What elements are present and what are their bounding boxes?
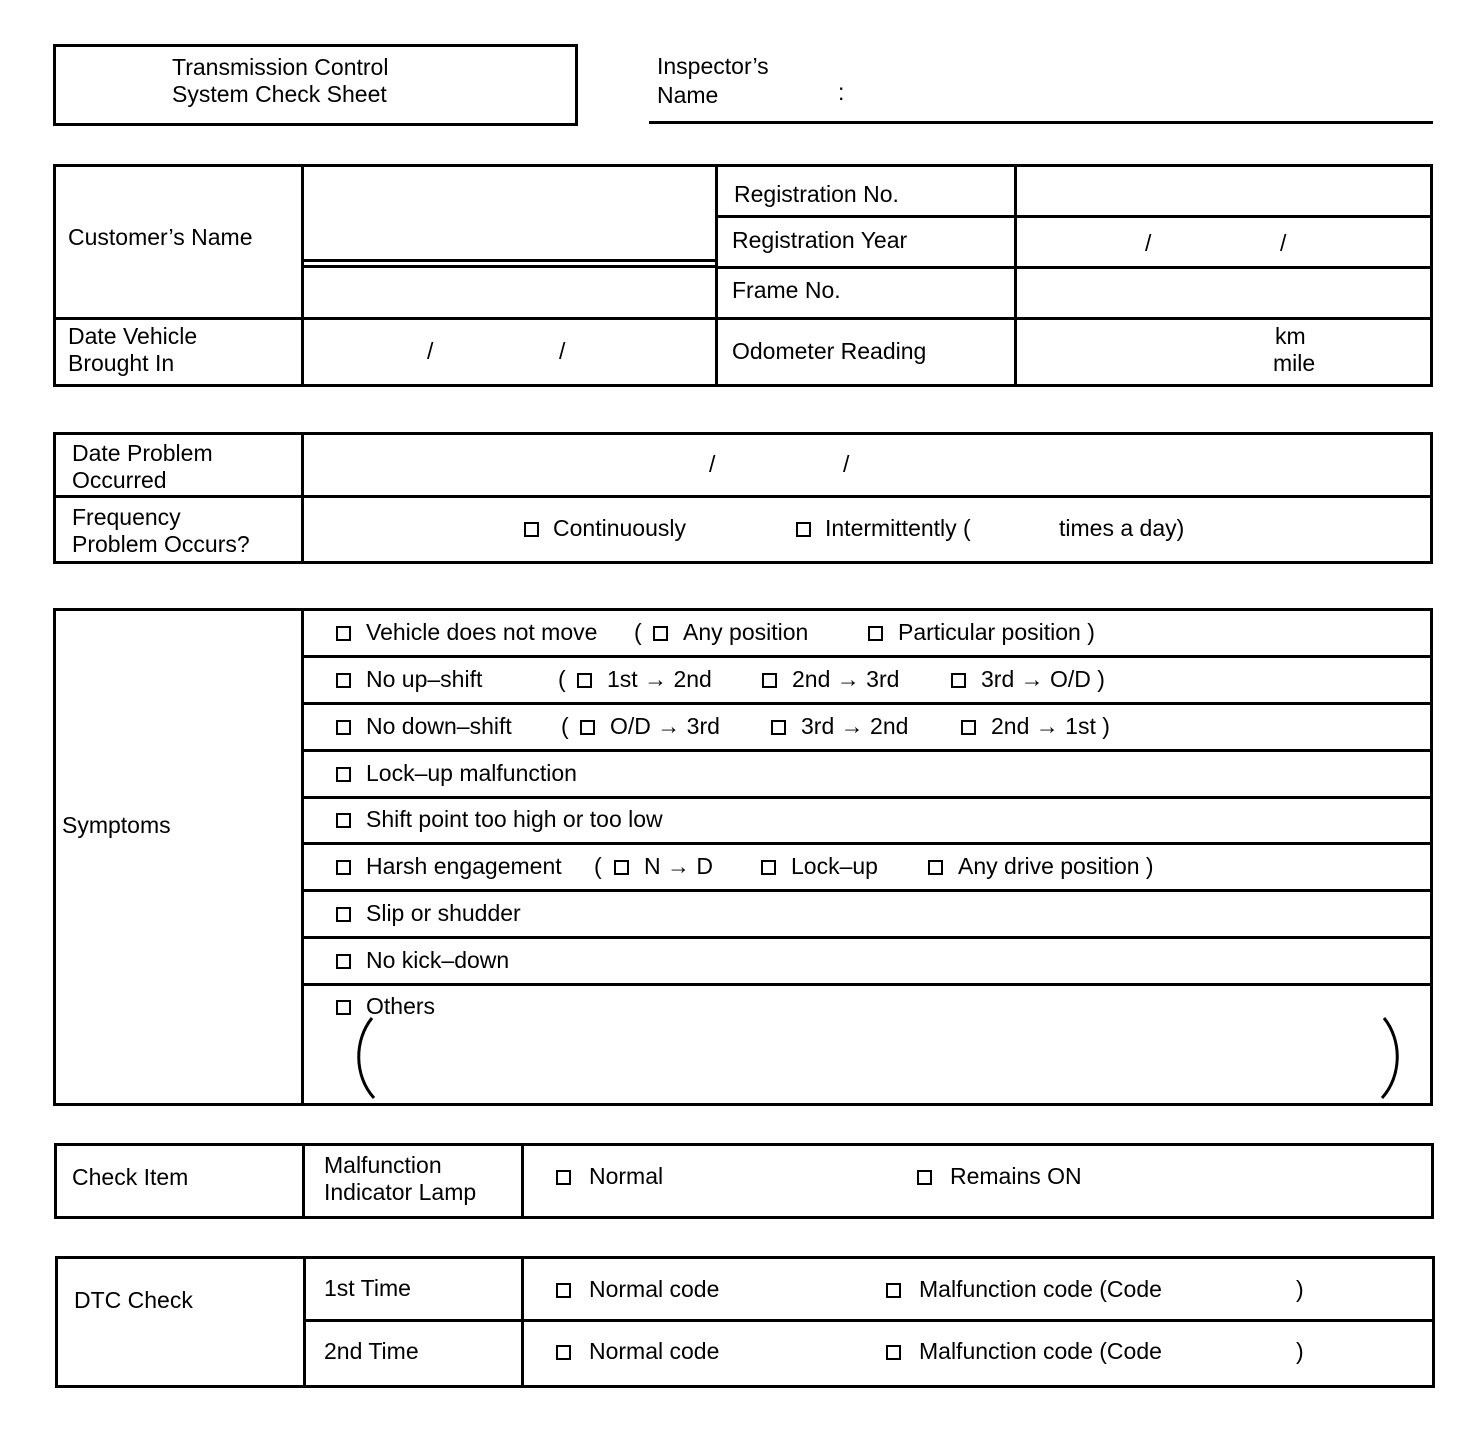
symptom-particular-position[interactable] xyxy=(868,619,1095,646)
checkbox[interactable] xyxy=(951,673,966,688)
others-text: Others xyxy=(366,993,436,1019)
symptom-line-5 xyxy=(301,842,1432,845)
continuously-text: Continuously xyxy=(553,515,686,541)
harsh-engagement-text: Harsh engagement xyxy=(366,853,562,879)
frequency-label-line-1: Frequency xyxy=(72,504,181,530)
mil-normal-option[interactable] xyxy=(556,1163,663,1190)
lockup-malfunction-text: Lock–up malfunction xyxy=(366,760,577,786)
dtc-second-normal-code-text: Normal code xyxy=(589,1338,720,1364)
mil-remains-on-text: Remains ON xyxy=(950,1163,1082,1189)
frame-no-field[interactable] xyxy=(1018,270,1428,315)
no-kickdown-text: No kick–down xyxy=(366,947,510,973)
checkbox[interactable] xyxy=(928,860,943,875)
dtc-first-close-paren: ) xyxy=(1296,1276,1304,1302)
vehicle-row-line-a xyxy=(715,215,1432,218)
checkbox[interactable] xyxy=(336,813,351,828)
inspector-label-line-1: Inspector’s xyxy=(657,53,769,79)
others-bracket-right xyxy=(1378,1016,1408,1100)
dtc-check-label: DTC Check xyxy=(74,1287,193,1313)
problem-table xyxy=(53,432,1433,564)
title-line-1: Transmission Control xyxy=(172,54,389,80)
dtc-first-normal-code[interactable] xyxy=(556,1276,719,1303)
dtc-divider-1 xyxy=(303,1256,306,1388)
title-line-2: System Check Sheet xyxy=(172,81,387,107)
symptom-line-2 xyxy=(301,702,1432,705)
symptom-line-8 xyxy=(301,983,1432,986)
checkbox[interactable] xyxy=(917,1170,932,1185)
checkbox[interactable] xyxy=(961,720,976,735)
symptom-lockup-malfunction[interactable] xyxy=(336,760,577,787)
registration-year-slash-1: / xyxy=(1145,230,1152,256)
others-bracket-left xyxy=(350,1016,380,1100)
dtc-second-normal-code[interactable] xyxy=(556,1338,719,1365)
checkbox[interactable] xyxy=(336,626,351,641)
particular-position-text: Particular position ) xyxy=(898,619,1095,645)
dtc-first-normal-code-text: Normal code xyxy=(589,1276,720,1302)
dtc-second-time-label: 2nd Time xyxy=(324,1338,419,1364)
checkbox[interactable] xyxy=(336,954,351,969)
continuously-option[interactable] xyxy=(524,515,686,542)
symptom-no-kickdown[interactable] xyxy=(336,947,509,974)
problem-divider xyxy=(301,432,304,564)
symptom-line-7 xyxy=(301,936,1432,939)
checkbox[interactable] xyxy=(771,720,786,735)
check-divider-2 xyxy=(521,1143,524,1219)
any-position-text: Any position xyxy=(683,619,809,645)
dtc-second-close-paren: ) xyxy=(1296,1338,1304,1364)
dtc-second-malfunction-code-text: Malfunction code (Code xyxy=(919,1338,1162,1364)
checkbox[interactable] xyxy=(796,522,811,537)
symptom-shift-point[interactable] xyxy=(336,806,663,833)
inspector-colon: : xyxy=(838,79,845,105)
mil-normal-text: Normal xyxy=(589,1163,664,1189)
downshift-od-3rd[interactable] xyxy=(580,713,720,740)
symptom-no-downshift[interactable] xyxy=(336,713,512,740)
downshift-3rd-2nd[interactable] xyxy=(771,713,908,740)
vehicle-divider-2 xyxy=(715,164,718,387)
problem-row-line xyxy=(53,495,1432,498)
registration-year-label: Registration Year xyxy=(732,227,908,253)
check-item-label: Check Item xyxy=(72,1164,189,1190)
vehicle-divider-3 xyxy=(1014,164,1017,387)
downshift-2nd-1st-text: 2nd → 1st ) xyxy=(991,713,1110,739)
check-item-table xyxy=(54,1143,1434,1219)
dtc-table xyxy=(55,1256,1435,1388)
symptom-line-3 xyxy=(301,749,1432,752)
mil-remains-on-option[interactable] xyxy=(917,1163,1082,1190)
vehicle-row-line-c xyxy=(53,317,1432,320)
dtc-first-time-label: 1st Time xyxy=(324,1275,411,1301)
upshift-1st-2nd[interactable] xyxy=(577,666,712,693)
no-upshift-text: No up–shift xyxy=(366,666,483,692)
registration-year-slash-2: / xyxy=(1280,230,1287,256)
upshift-3rd-od-text: 3rd → O/D ) xyxy=(981,666,1105,692)
registration-no-label: Registration No. xyxy=(734,181,899,207)
checkbox[interactable] xyxy=(556,1170,571,1185)
registration-no-field[interactable] xyxy=(1018,168,1428,213)
symptoms-label: Symptoms xyxy=(62,812,171,838)
upshift-2nd-3rd[interactable] xyxy=(762,666,899,693)
date-brought-label-line-1: Date Vehicle xyxy=(68,323,198,349)
paren-open: ( xyxy=(634,619,642,645)
customer-name-field[interactable] xyxy=(305,168,713,257)
customer-double-line-2 xyxy=(303,265,715,268)
harsh-lockup[interactable] xyxy=(761,853,878,880)
downshift-2nd-1st[interactable] xyxy=(961,713,1110,740)
dtc-first-malfunction-code[interactable] xyxy=(886,1276,1162,1303)
upshift-3rd-od[interactable] xyxy=(951,666,1105,693)
harsh-n-d[interactable] xyxy=(614,853,713,880)
date-brought-label-line-2: Brought In xyxy=(68,350,175,376)
checkbox[interactable] xyxy=(336,860,351,875)
paren-open: ( xyxy=(594,853,602,879)
symptoms-divider xyxy=(301,608,304,1106)
check-divider-1 xyxy=(302,1143,305,1219)
downshift-3rd-2nd-text: 3rd → 2nd xyxy=(801,713,909,739)
checkbox[interactable] xyxy=(556,1283,571,1298)
intermittently-text: Intermittently ( xyxy=(825,515,971,541)
no-downshift-text: No down–shift xyxy=(366,713,512,739)
inspector-name-line[interactable] xyxy=(649,121,1433,124)
times-a-day-text: times a day) xyxy=(1059,515,1185,541)
vehicle-divider-1 xyxy=(301,164,304,387)
symptom-line-6 xyxy=(301,889,1432,892)
symptom-any-position[interactable] xyxy=(653,619,808,646)
checkbox[interactable] xyxy=(336,1000,351,1015)
others-field[interactable] xyxy=(380,1022,1376,1094)
paren-open: ( xyxy=(558,666,566,692)
mil-label-line-1: Malfunction xyxy=(324,1152,442,1178)
checkbox[interactable] xyxy=(336,673,351,688)
slip-shudder-text: Slip or shudder xyxy=(366,900,521,926)
harsh-any-drive-text: Any drive position ) xyxy=(958,853,1154,879)
checkbox[interactable] xyxy=(556,1345,571,1360)
odometer-unit-mile[interactable]: mile xyxy=(1273,350,1316,376)
symptom-harsh-engagement[interactable] xyxy=(336,853,562,880)
date-problem-label-line-1: Date Problem xyxy=(72,440,213,466)
vehicle-row-line-b xyxy=(715,266,1432,269)
odometer-label: Odometer Reading xyxy=(732,338,927,364)
date-brought-slash-2: / xyxy=(559,338,566,364)
mil-label-line-2: Indicator Lamp xyxy=(324,1179,477,1205)
paren-open: ( xyxy=(561,713,569,739)
checkbox[interactable] xyxy=(336,907,351,922)
checkbox[interactable] xyxy=(524,522,539,537)
symptom-no-upshift[interactable] xyxy=(336,666,482,693)
harsh-n-d-text: N → D xyxy=(644,853,713,879)
checkbox[interactable] xyxy=(886,1345,901,1360)
customer-name-field-2[interactable] xyxy=(305,270,713,315)
checkbox[interactable] xyxy=(577,673,592,688)
customer-name-label: Customer’s Name xyxy=(68,224,253,250)
dtc-row-line xyxy=(303,1319,1433,1322)
upshift-1st-2nd-text: 1st → 2nd xyxy=(607,666,712,692)
checkbox[interactable] xyxy=(614,860,629,875)
checkbox[interactable] xyxy=(336,720,351,735)
checkbox[interactable] xyxy=(336,767,351,782)
odometer-unit-km[interactable]: km xyxy=(1275,323,1306,349)
frequency-label-line-2: Problem Occurs? xyxy=(72,531,250,557)
upshift-2nd-3rd-text: 2nd → 3rd xyxy=(792,666,900,692)
date-problem-label-line-2: Occurred xyxy=(72,467,167,493)
harsh-any-drive[interactable] xyxy=(928,853,1154,880)
dtc-divider-2 xyxy=(521,1256,524,1388)
date-problem-slash-1: / xyxy=(709,451,716,477)
checkbox[interactable] xyxy=(886,1283,901,1298)
inspector-label-line-2: Name xyxy=(657,82,719,108)
date-brought-slash-1: / xyxy=(427,338,434,364)
downshift-od-3rd-text: O/D → 3rd xyxy=(610,713,720,739)
dtc-first-malfunction-code-text: Malfunction code (Code xyxy=(919,1276,1162,1302)
dtc-second-malfunction-code[interactable] xyxy=(886,1338,1162,1365)
checkbox[interactable] xyxy=(761,860,776,875)
harsh-lockup-text: Lock–up xyxy=(791,853,878,879)
frame-no-label: Frame No. xyxy=(732,277,841,303)
intermittently-option[interactable] xyxy=(796,515,971,542)
checkbox[interactable] xyxy=(653,626,668,641)
checkbox[interactable] xyxy=(762,673,777,688)
checkbox[interactable] xyxy=(868,626,883,641)
customer-double-line-1 xyxy=(303,259,715,262)
symptom-line-1 xyxy=(301,655,1432,658)
symptom-slip-shudder[interactable] xyxy=(336,900,521,927)
date-problem-slash-2: / xyxy=(843,451,850,477)
symptom-no-move[interactable] xyxy=(336,619,597,646)
symptom-no-move-text: Vehicle does not move xyxy=(366,619,598,645)
shift-point-text: Shift point too high or too low xyxy=(366,806,663,832)
symptom-line-4 xyxy=(301,796,1432,799)
checkbox[interactable] xyxy=(580,720,595,735)
